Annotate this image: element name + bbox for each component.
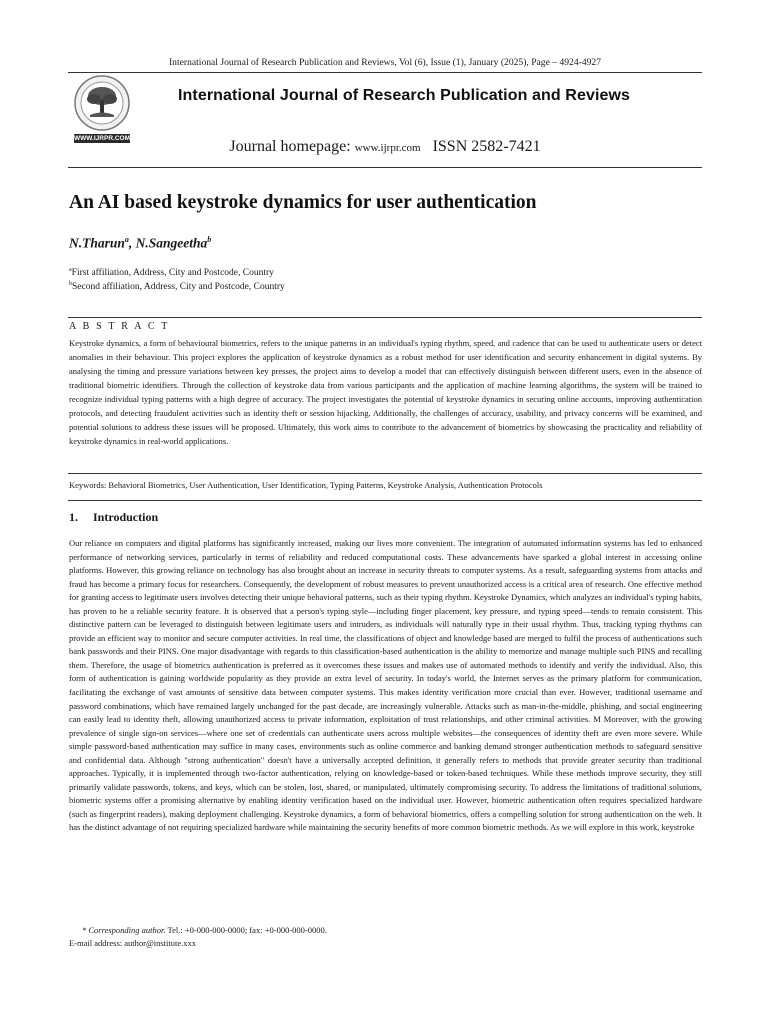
corresponding-author-note xyxy=(69,924,327,937)
logo-caption: WWW.IJRPR.COM xyxy=(74,135,130,142)
affiliation xyxy=(69,267,274,278)
abstract-top-rule xyxy=(68,317,702,318)
journal-homepage-line xyxy=(0,138,770,156)
homepage-url[interactable]: www.ijrpr.com xyxy=(354,142,421,154)
contact-numbers: Tel.: +0-000-000-0000; fax: +0-000-000-0000. xyxy=(165,925,327,935)
paper-title: An AI based keystroke dynamics for user authentication xyxy=(69,192,537,213)
affiliation-text: Second affiliation, Address, City and Postcode, Country xyxy=(72,282,285,293)
affiliation-mark: b xyxy=(69,281,72,287)
corresponding-author-label: * Corresponding author. xyxy=(82,925,166,935)
keywords: Keywords: Behavioral Biometrics, User Authentication, User Identification, Typing Patterns, Keystroke Analysis, Authentication Protocols xyxy=(69,480,543,490)
homepage-label: Journal homepage: xyxy=(229,138,355,155)
issn: ISSN 2582-7421 xyxy=(432,138,541,155)
author-affil-mark: b xyxy=(207,235,212,244)
keywords-bottom-rule xyxy=(68,500,702,501)
author-affil-mark: a xyxy=(124,235,129,244)
abstract-heading: A B S T R A C T xyxy=(69,321,170,332)
introduction-body: Our reliance on computers and digital platforms has significantly increased, making our lives more convenient. The integration of automated information systems has led to enhanced performance of networking services, particularly in terms of reliability and reduced computational costs. These advancements have sparked a global interest in accessing online platforms. However, this growing reliance on technology has also brought about an increase in security threats to computer systems. As a result, safeguarding systems from attacks and fraud has become a primary focus for researchers. Consequently, the development of robust measures to prevent unauthorized access is a critical area of research. One effective method for granting access to legitimate users involves detecting their unique behavioral patterns, such as their typing rhythm. Keystroke Dynamics, which analyzes an individual's typing habits, has proven to be a reliable security feature. It is observed that a person's typing style—including finger placement, key pressure, and typing speed—tends to remain consistent. This distinctive pattern can be leveraged to distinguish between legitimate users and intruders, as individuals will naturally type in their usual rhythm. Thus, tracking typing rhythms can provide an efficient way to monitor and secure computer activities. In real time, the classifications of object and knowledge based are merged to fulfil the process of authentications such bank passwords and their PINS. One major disadvantage with regards to this classification-based authentication is the ability to memorize and manage multiple such PINS and recalling them. Therefore, the usage of biometrics authentication is preferred as it overcomes these issues and makes use of automated methods to identify and verify the individual. Also, this form of authentication is gaining worldwide popularity as they provide an extra level of security. In today's world, the Internet serves as the primary platform for communication, facilitating the exchange of vast amounts of sensitive data between computer systems. This makes identity verification more crucial than ever. However, traditional username and password combinations, which have remained largely unchanged for the past decade, are increasingly vulnerable. Attacks such as man-in-the-middle, phishing, and social engineering can easily lead to identity theft, allowing unauthorized access to private information, exploitation of trust relationships, and other criminal activities. M Moreover, with the growing prevalence of single sign-on services—where one set of credentials can authenticate users across multiple websites—the consequences of identity theft are even more severe. While simple password-based authentication may suffice in many cases, environments such as online commerce and banking demand stronger authentication methods to safeguard sensitive and confidential data. Although "strong authentication" doesn't have a universally accepted definition, it generally refers to methods that provide greater security than traditional approaches. Typically, it is implemented through two-factor authentication, relying on knowledge-based or token-based techniques. While these methods improve security, they still primarily validate passwords, tokens, and keys, which can be stolen, lost, shared, or manipulated, ultimately compromising security. To address the limitations of traditional solutions, biometric systems offer a promising alternative by enabling identity verification based on the individual user. However, biometric authentication often requires specialized hardware (such as fingerprint readers), making deployment challenging. Keystroke dynamics, a form of behavioral biometrics, offers a compelling solution for strong authentication on the web. It has the distinct advantage of not requiring specialized hardware while maintaining the security benefits of more common biometric methods. As we will explore in this work, keystroke xyxy=(69,538,702,833)
running-head: International Journal of Research Publication and Reviews, Vol (6), Issue (1), January (2025), Page – 4924-4927 xyxy=(168,57,602,68)
abstract-bottom-rule xyxy=(68,473,702,474)
affiliation xyxy=(69,281,285,292)
author-separator: , xyxy=(128,235,136,251)
abstract-text: Keystroke dynamics, a form of behavioural biometrics, refers to the unique patterns in an individual's typing rhythm, speed, and cadence that can be used to authenticate users or detect anomalies in their behaviour. This project explores the application of keystroke dynamics as a robust method for user identification and security enhancement in digital systems. By analysing the timing and pressure variations between key presses, the project aims to develop a model that can effectively distinguish between different users, even in the absence of traditional biometric identifiers. Through the collection of keystroke data from various participants and the application of machine learning algorithms, the system will be trained to recognize individual typing patterns with a high degree of accuracy. The project investigates the potential of keystroke dynamics in securing online accounts, improving authentication protocols, and detecting fraudulent activities such as identity theft or session hijacking. Additionally, the challenges of accuracy, usability, and privacy concerns will be examined, and potential solutions to address these issues will be proposed. Ultimately, this work aims to contribute to the advancement of biometrics by showcasing the practicality and reliability of keystroke dynamics in real-world applications. xyxy=(69,338,702,446)
journal-logo xyxy=(64,74,140,144)
author-name: N.Sangeetha xyxy=(135,235,208,251)
author-list xyxy=(69,235,211,252)
footnote xyxy=(69,924,327,949)
header-top-rule xyxy=(68,72,702,73)
section-heading xyxy=(69,510,158,525)
journal-title: International Journal of Research Publication and Reviews xyxy=(178,87,631,104)
section-title: Introduction xyxy=(93,510,159,524)
section-number: 1. xyxy=(69,510,78,524)
email-address: E-mail address: author@institute.xxx xyxy=(69,937,197,948)
affiliation-mark: a xyxy=(69,267,72,273)
header-bottom-rule xyxy=(68,167,702,168)
affiliation-text: First affiliation, Address, City and Postcode, Country xyxy=(71,268,274,279)
author-name: N.Tharun xyxy=(69,235,125,251)
